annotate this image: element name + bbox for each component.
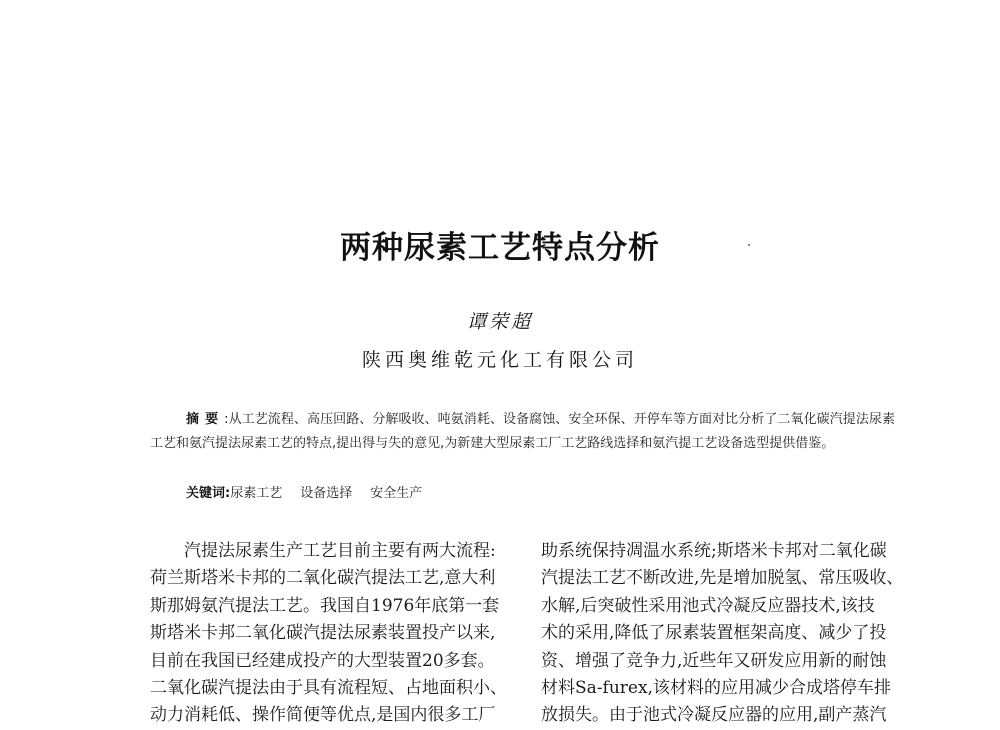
- body-line: 术的采用,降低了尿素装置框架高度、减少了投: [541, 623, 887, 644]
- body-line: 二氧化碳汽提法由于具有流程短、占地面积小、: [150, 678, 507, 699]
- abstract-block: [150, 408, 895, 455]
- abstract-text: :从工艺流程、高压回路、分解吸收、吨氨消耗、设备腐蚀、安全环保、开停车等方面对比分析了二氧化碳汽提法尿素工艺和氨汽提法尿素工艺的特点,提出得与失的意见,为新建大型尿素工厂工艺路线选择和氨汽提工艺设备选型提供借鉴。: [150, 412, 895, 451]
- keyword-item: 设备选择: [300, 486, 353, 501]
- keywords-block: [186, 482, 440, 501]
- abstract-label: 摘要: [186, 412, 225, 427]
- body-left-column: [150, 538, 510, 730]
- body-line: 材料Sa-furex,该材料的应用减少合成塔停车排: [541, 678, 891, 699]
- keyword-item: 安全生产: [370, 486, 423, 501]
- body-line: 斯塔米卡邦二氧化碳汽提法尿素装置投产以来,: [150, 623, 496, 644]
- body-line: 斯那姆氨汽提法工艺。我国自1976年底第一套: [150, 595, 500, 616]
- body-line: 荷兰斯塔米卡邦的二氧化碳汽提法工艺,意大利: [150, 568, 496, 589]
- scan-speck: [748, 244, 750, 246]
- body-line: 助系统保持凋温水系统;斯塔米卡邦对二氧化碳: [541, 541, 887, 561]
- author-name: 谭荣超: [466, 311, 533, 333]
- keyword-item: 尿素工艺: [230, 486, 283, 501]
- body-line: 放损失。由于池式冷凝反应器的应用,副产蒸汽: [541, 705, 887, 726]
- body-line: 目前在我国已经建成投产的大型装置20多套。: [150, 650, 495, 671]
- keywords-label: 关键词:: [186, 486, 231, 501]
- body-line: 资、增强了竞争力,近些年又研发应用新的耐蚀: [541, 650, 887, 671]
- body-line: 汽提法工艺不断改进,先是增加脱氢、常压吸收、: [541, 568, 904, 589]
- body-right-column: [541, 538, 904, 730]
- body-line: 动力消耗低、操作简便等优点,是国内很多工厂: [150, 705, 496, 726]
- paper-title: 两种尿素工艺特点分析: [340, 230, 660, 266]
- body-line: 水解,后突破性采用池式冷凝反应器技术,该技: [541, 595, 875, 616]
- body-line: 汽提法尿素生产工艺目前主要有两大流程:: [150, 541, 496, 561]
- author-affiliation: 陕西奥维乾元化工有限公司: [361, 349, 638, 371]
